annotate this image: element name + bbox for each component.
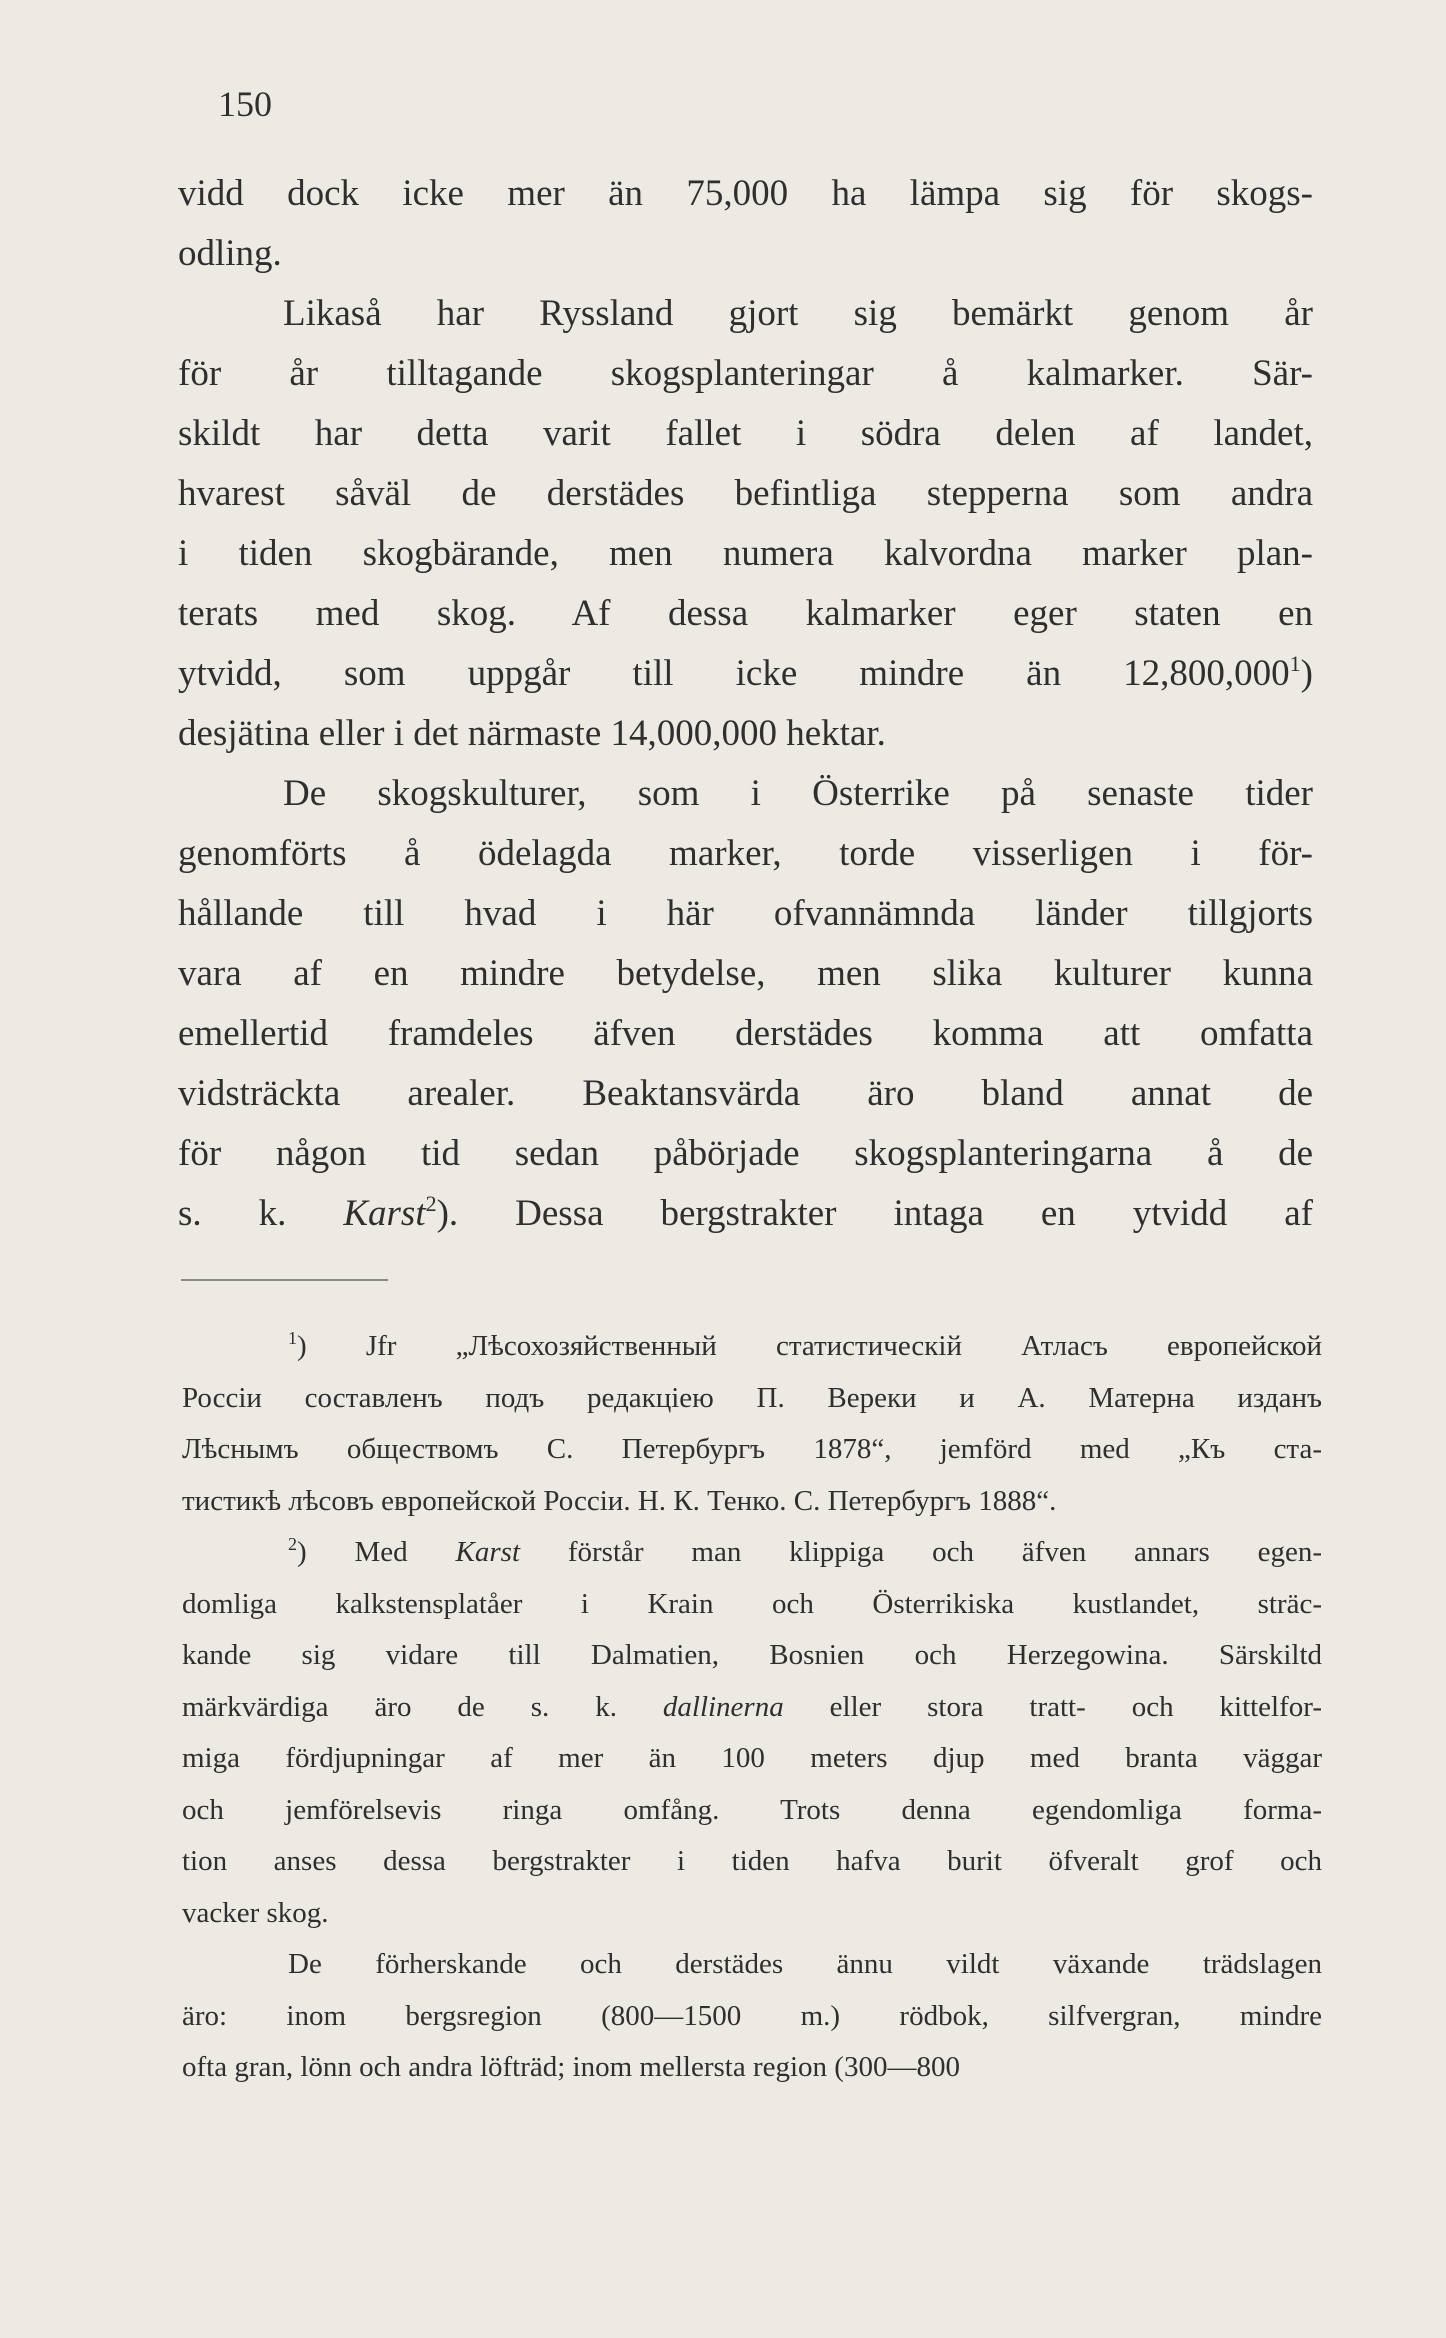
footnote-line xyxy=(182,1630,1322,1682)
text-run: hvarest såväl de derstädes befintliga stepperna som andra xyxy=(178,473,1313,514)
footnote-line xyxy=(182,1939,1322,1991)
text-run: ) xyxy=(1300,653,1313,694)
text-run: odling. xyxy=(178,233,282,274)
text-line xyxy=(178,404,1313,464)
footnote-line xyxy=(182,1682,1322,1734)
italic-term: dallinerna xyxy=(662,1690,784,1723)
text-line xyxy=(178,1064,1313,1124)
text-run: ) Med xyxy=(297,1536,456,1568)
text-line xyxy=(178,824,1313,884)
footnote-line xyxy=(182,1733,1322,1785)
text-line xyxy=(178,524,1313,584)
text-run: domliga kalkstensplatåer i Krain och Österrikiska kustlandet, sträc- xyxy=(182,1587,1322,1620)
text-line xyxy=(178,1004,1313,1064)
footnote-line xyxy=(182,1836,1322,1888)
text-run: ytvidd, som uppgår till icke mindre än 12,800,000 xyxy=(178,653,1290,694)
footnote-line xyxy=(182,1373,1322,1425)
text-run: Россіи составленъ подъ редакціею П. Вереки и А. Матерна изданъ xyxy=(182,1381,1322,1414)
text-run: kande sig vidare till Dalmatien, Bosnien och Herzegowina. Särskiltd xyxy=(182,1639,1322,1671)
footnote-marker: 2 xyxy=(288,1534,297,1554)
footnote-marker: 2 xyxy=(425,1191,437,1216)
footnote-line xyxy=(182,1991,1322,2043)
text-run: ) Jfr „Лѣсохозяйственный статистическій Атласъ европейской xyxy=(297,1330,1322,1362)
footnote-line xyxy=(182,1888,1322,1940)
text-line xyxy=(178,764,1313,824)
text-run: skildt har detta varit fallet i södra delen af landet, xyxy=(178,413,1313,454)
text-run: för år tilltagande skogsplanteringar å kalmarker. Sär- xyxy=(178,353,1313,394)
text-line xyxy=(178,344,1313,404)
footnote-line xyxy=(182,1785,1322,1837)
text-line xyxy=(178,224,1313,284)
text-run: miga fördjupningar af mer än 100 meters djup med branta väggar xyxy=(182,1742,1322,1774)
page-number: 150 xyxy=(218,84,272,124)
text-run: De förherskande och derstädes ännu vildt växande trädslagen xyxy=(288,1948,1322,1980)
footnote-line xyxy=(182,1476,1322,1528)
text-run: terats med skog. Af dessa kalmarker eger staten en xyxy=(178,593,1313,634)
text-line xyxy=(178,1124,1313,1184)
text-run: i tiden skogbärande, men numera kalvordna marker plan- xyxy=(178,533,1313,574)
text-line xyxy=(178,1184,1313,1244)
text-run: genomförts å ödelagda marker, torde visserligen i för- xyxy=(178,833,1313,874)
text-run: förstår man klippiga och äfven annars egen- xyxy=(520,1536,1322,1568)
text-run: De skogskulturer, som i Österrike på senaste tider xyxy=(283,773,1313,814)
text-line xyxy=(178,704,1313,764)
text-run: vara af en mindre betydelse, men slika kulturer kunna xyxy=(178,953,1313,994)
text-run: тистикѣ лѣсовъ европейской Россіи. Н. К. Тенко. С. Петербургъ 1888“. xyxy=(182,1484,1057,1517)
text-run: emellertid framdeles äfven derstädes komma att omfatta xyxy=(178,1013,1313,1054)
text-run: desjätina eller i det närmaste 14,000,000 hektar. xyxy=(178,713,886,754)
text-line xyxy=(178,944,1313,1004)
text-run: s. k. xyxy=(178,1193,344,1234)
text-run: vidsträckta arealer. Beaktansvärda äro bland annat de xyxy=(178,1073,1313,1114)
main-text xyxy=(178,164,1313,1244)
text-line xyxy=(178,464,1313,524)
text-line xyxy=(178,284,1313,344)
footnote-marker: 1 xyxy=(1289,651,1301,676)
text-run: ofta gran, lönn och andra löfträd; inom mellersta region (300—800 xyxy=(182,2051,960,2083)
footnote-line xyxy=(182,2042,1322,2094)
text-run: Лѣснымъ обществомъ С. Петербургъ 1878“, jemförd med „Къ ста- xyxy=(182,1433,1322,1465)
text-run: vacker skog. xyxy=(182,1896,329,1929)
footnote-line xyxy=(182,1579,1322,1631)
text-line xyxy=(178,644,1313,704)
text-run: vidd dock icke mer än 75,000 ha lämpa sig för skogs- xyxy=(178,173,1313,214)
footnote-line xyxy=(182,1424,1322,1476)
text-line xyxy=(178,584,1313,644)
text-line xyxy=(178,884,1313,944)
text-run: hållande till hvad i här ofvannämnda länder tillgjorts xyxy=(178,893,1313,934)
text-line xyxy=(178,164,1313,224)
text-run: Likaså har Ryssland gjort sig bemärkt genom år xyxy=(283,293,1313,334)
text-run: märkvärdiga äro de s. k. xyxy=(182,1690,663,1723)
text-run: och jemförelsevis ringa omfång. Trots denna egendomliga forma- xyxy=(182,1793,1322,1826)
footnote-line xyxy=(182,1527,1322,1579)
italic-term: Karst xyxy=(343,1193,426,1234)
footnote-separator xyxy=(181,1279,388,1281)
text-run: eller stora tratt- och kittelfor- xyxy=(783,1690,1322,1723)
footnote-marker: 1 xyxy=(288,1328,297,1348)
footnotes xyxy=(182,1321,1322,2094)
text-run: för någon tid sedan påbörjade skogsplanteringarna å de xyxy=(178,1133,1313,1174)
text-run: tion anses dessa bergstrakter i tiden hafva burit öfveralt grof och xyxy=(182,1845,1322,1877)
text-run: ). Dessa bergstrakter intaga en ytvidd af xyxy=(436,1193,1313,1234)
italic-term: Karst xyxy=(455,1536,521,1568)
text-run: äro: inom bergsregion (800—1500 m.) rödbok, silfvergran, mindre xyxy=(182,1999,1322,2032)
footnote-line xyxy=(182,1321,1322,1373)
